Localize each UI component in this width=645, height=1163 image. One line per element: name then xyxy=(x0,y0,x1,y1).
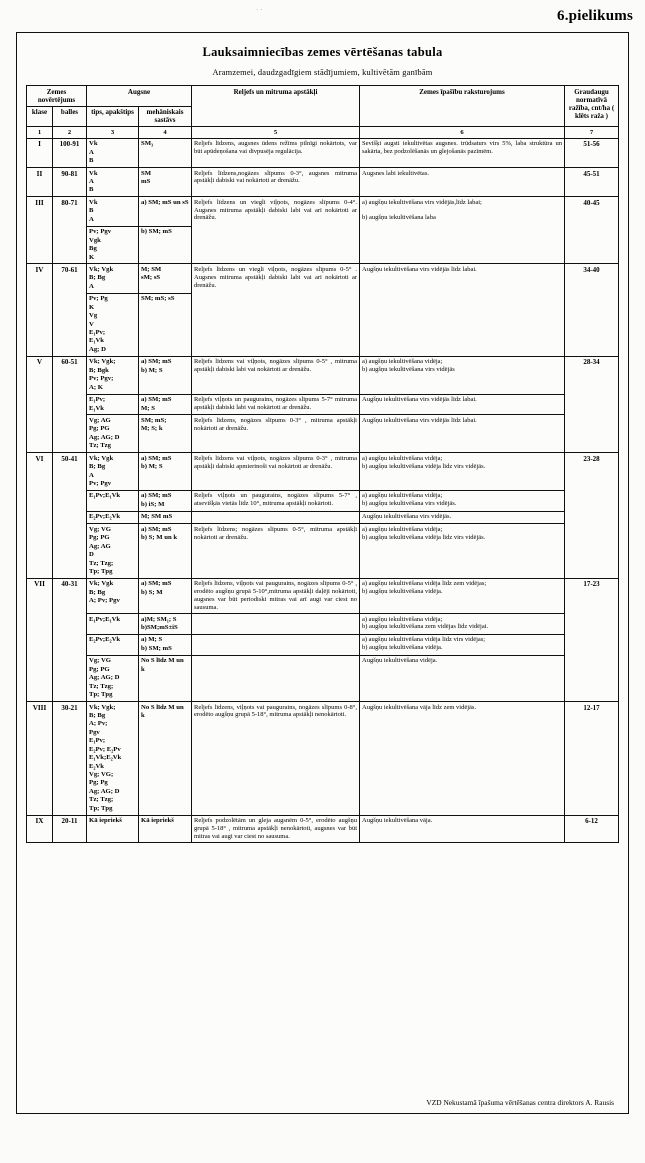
cell-yield: 12-17 xyxy=(565,702,619,816)
cell-class: VIII xyxy=(26,702,52,816)
cell-soil-type: Vk B A xyxy=(87,197,139,226)
cell-soil-type: E₁Pv;E₁Vk xyxy=(87,614,139,635)
cell-soil-mech: a) SM; mS M; S xyxy=(139,394,192,415)
valuation-table xyxy=(26,85,619,843)
table-row xyxy=(26,168,618,197)
table-row xyxy=(26,524,618,579)
cell-relief: Reljefs līdzens, viļņots vai paugurains, nogāzes slīpums 0-5° , erodēto augšņu grupā 5-10°,mitruma apstākļi daļēji nokārtoti, augsnes var būt periodiski mitras vai arī augi var ciest no sausuma. xyxy=(192,578,360,613)
cell-soil-mech: SM₃ xyxy=(139,138,192,167)
table-row xyxy=(26,614,618,635)
table-row xyxy=(26,356,618,394)
table-row xyxy=(26,264,618,293)
cell-soil-type: E₁Pv;E₁Vk xyxy=(87,490,139,511)
cell-balles: 70-61 xyxy=(52,264,86,356)
cell-relief: Reljefs līdzens, viļņots vai paugurains, nogāzes slīpums 0-8°, erodēto augšņu grupā 5-18°, mitruma apstākļi nenokārtoti. xyxy=(192,702,360,816)
cell-yield: 28-34 xyxy=(565,356,619,452)
cell-balles: 30-21 xyxy=(52,702,86,816)
table-row xyxy=(26,197,618,226)
table-row xyxy=(26,511,618,523)
cell-soil-type: Vg; AG Pg; PG Ag; AG; D Tz; Tzg xyxy=(87,415,139,453)
cell-relief: Reljefs līdzens vai viļņots, nogāzes slīpums 0-5° , mitruma apstākļi dabiski labi vai nokārtoti ar drenāžu. xyxy=(192,356,360,394)
colnum-3: 3 xyxy=(87,127,139,139)
cell-soil-type: E₂Pv;E₂Vk xyxy=(87,634,139,655)
cell-relief: Reljefs līdzens, nogāzes slīpums 0-3° , mitruma apstākļi nokārtoti ar drenāžu. xyxy=(192,415,360,453)
cell-soil-type: Vk A B xyxy=(87,168,139,197)
cell-yield: 34-40 xyxy=(565,264,619,356)
cell-soil-mech: M; SM sM; sS xyxy=(139,264,192,293)
cell-class: III xyxy=(26,197,52,264)
column-number-row xyxy=(26,127,618,139)
table-row xyxy=(26,655,618,701)
title-block xyxy=(17,33,628,77)
cell-soil-mech: SM mS xyxy=(139,168,192,197)
cell-soil-mech: a) SM; mS b) S; M xyxy=(139,578,192,613)
cell-properties: Augšņu iekultivēšana vāja līdz zem vidējās. xyxy=(360,702,565,816)
colnum-4: 4 xyxy=(139,127,192,139)
cell-soil-type: Vk; Vgk B; Bg A; Pv; Pgv xyxy=(87,578,139,613)
cell-class: V xyxy=(26,356,52,452)
cell-properties: Augšņu iekultivēšana virs vidējās līdz labai. xyxy=(360,264,565,356)
appendix-label: 6.pielikums xyxy=(557,8,633,24)
cell-soil-mech: a) SM; mS b) S; M un k xyxy=(139,524,192,579)
cell-balles: 80-71 xyxy=(52,197,86,264)
cell-relief xyxy=(192,614,360,635)
table-row xyxy=(26,578,618,613)
cell-soil-type: Kā iepriekš xyxy=(87,815,139,842)
table-row xyxy=(26,815,618,842)
cell-relief: Reljefs līdzens un viegli viļņots, nogāzes slīpums 0-5° . Augsnes mitruma apstākļi dabiski labi vai arī nokārtoti ar drenāžu. xyxy=(192,264,360,356)
cell-soil-type: Vk; Vgk B; Bg A xyxy=(87,264,139,293)
cell-class: VII xyxy=(26,578,52,701)
cell-properties: a) augšņu iekultivēšana virs vidējās,līdz labai; b) augšņu iekultivēšana laba xyxy=(360,197,565,264)
colnum-6: 6 xyxy=(360,127,565,139)
header-yield: Graudaugu normatīvā ražība, cnt/ha ( klēts raža ) xyxy=(565,86,619,127)
table-body xyxy=(26,138,618,842)
colnum-2: 2 xyxy=(52,127,86,139)
cell-soil-mech: a) SM; mS un sS xyxy=(139,197,192,226)
header-land-group: Zemes novērtējums xyxy=(26,86,86,107)
cell-soil-type: Pv; Pgv Vgk Bg K xyxy=(87,226,139,264)
table-row xyxy=(26,490,618,511)
cell-soil-mech: a)M; SM₁; S b)SM;mS±iS xyxy=(139,614,192,635)
table-row xyxy=(26,394,618,415)
colnum-7: 7 xyxy=(565,127,619,139)
cell-relief: Reljefs līdzens un viegli viļņots, nogāzes slīpums 0-4°. Augsnes mitruma apstākļi dabiski labi vai arī nokārtoti ar drenāžu. xyxy=(192,197,360,264)
cell-balles: 40-31 xyxy=(52,578,86,701)
table-row xyxy=(26,634,618,655)
cell-soil-mech: a) SM; mS b) M; S xyxy=(139,453,192,491)
cell-balles: 20-11 xyxy=(52,815,86,842)
cell-yield: 51-56 xyxy=(565,138,619,167)
header-soil-mech: mehāniskais sastāvs xyxy=(139,106,192,127)
cell-class: II xyxy=(26,168,52,197)
cell-properties: Augšņu iekultivēšana virs vidējās. xyxy=(360,511,565,523)
cell-properties: a) augšņu iekultivēšana vidēja līdz zem vidējas; b) augšņu iekultivēšana vidēja. xyxy=(360,578,565,613)
cell-relief xyxy=(192,634,360,655)
table-row xyxy=(26,453,618,491)
cell-properties: Augšņu iekultivēšana vidēja. xyxy=(360,655,565,701)
header-class: klase xyxy=(26,106,52,127)
cell-relief: Reljefs podzolētām un gleja augsnēm 0-5°, erodēto augšņu grupā 5-18° , mitruma apstākļi nenokārtoti, augsnes var būt mitras vai augi var ciest no sausuma. xyxy=(192,815,360,842)
cell-balles: 60-51 xyxy=(52,356,86,452)
scan-artifact: · · xyxy=(256,6,263,14)
cell-balles: 50-41 xyxy=(52,453,86,579)
cell-properties: Augšņu iekultivēšana virs vidējās līdz labai. xyxy=(360,394,565,415)
cell-relief: Reljefs līdzens; nogāzes slīpums 0-5°, mitruma apstākļi nokārtoti ar drenāžu. xyxy=(192,524,360,579)
cell-properties: Augsnes labi iekultivētas. xyxy=(360,168,565,197)
cell-soil-type: Vk A B xyxy=(87,138,139,167)
cell-properties: a) augšņu iekultivēšana vidēja; b) augšņu iekultivēšana vidēja līdz virs vidējās. xyxy=(360,453,565,491)
cell-soil-mech: a) M; S b) SM; mS xyxy=(139,634,192,655)
cell-balles: 90-81 xyxy=(52,168,86,197)
cell-properties: a) augšņu iekultivēšana vidēja; b) augšņu iekultivēšana virs vidējās xyxy=(360,356,565,394)
header-soil-group: Augsne xyxy=(87,86,192,107)
cell-soil-mech: a) SM; mS b) M; S xyxy=(139,356,192,394)
cell-soil-type: Pv; Pg K Vg V E₁Pv; E₁Vk Ag; D xyxy=(87,293,139,356)
cell-soil-type: Vk; Vgk; B; Bgk Pv; Pgv; A; K xyxy=(87,356,139,394)
cell-soil-type: Vg; VG Pg; PG Ag; AG D Tz; Tzg; Tp; Tpg xyxy=(87,524,139,579)
cell-properties: Augšņu iekultivēšana virs vidējās līdz labai. xyxy=(360,415,565,453)
cell-soil-mech: No S līdz M un k xyxy=(139,702,192,816)
table-head xyxy=(26,86,618,139)
cell-class: VI xyxy=(26,453,52,579)
cell-relief: Reljefs viļņots un paugurains, nogāzes slīpums 5-7° , atsevišķās vietās līdz 10°, mitruma apstākļi nokārtoti. xyxy=(192,490,360,511)
table-row xyxy=(26,138,618,167)
cell-class: I xyxy=(26,138,52,167)
cell-soil-mech: a) SM; mS b) iS; M xyxy=(139,490,192,511)
cell-yield: 40-45 xyxy=(565,197,619,264)
cell-soil-mech: Kā iepriekš xyxy=(139,815,192,842)
table-frame xyxy=(16,32,629,1114)
header-relief-label: Reljefs un mitruma apstākļi xyxy=(233,87,318,96)
cell-relief: Reljefs līdzens, augsnes ūdens režīms pilnīgi nokārtots, var būt apūdeņošana vai divpusēja regulācija. xyxy=(192,138,360,167)
cell-soil-type: E₂Pv;E₂Vk xyxy=(87,511,139,523)
cell-class: IX xyxy=(26,815,52,842)
cell-yield: 17-23 xyxy=(565,578,619,701)
cell-relief: Reljefs viļņots un paugurains, nogāzes slīpums 5-7° mitruma apstākļi dabiski labi vai nokārtoti ar drenāžu. xyxy=(192,394,360,415)
cell-soil-type: E₁Pv; E₁Vk xyxy=(87,394,139,415)
page-subtitle: Aramzemei, daudzgadīgiem stādījumiem, kultivētām ganībām xyxy=(212,68,433,77)
cell-yield: 23-28 xyxy=(565,453,619,579)
cell-relief: Reljefs līdzens,nogāzes slīpums 0-3°, augsnes mitruma apstākļi dabiski vai nokārtoti ar drenāžu. xyxy=(192,168,360,197)
cell-properties: a) augšņu iekultivēšana vidēja; b) augšņu iekultivēšana zem vidējas līdz vidējai. xyxy=(360,614,565,635)
cell-soil-mech: SM; mS; sS xyxy=(139,293,192,356)
footer-signature: VZD Nekustamā īpašuma vērtēšanas centra direktors A. Rausis xyxy=(426,1098,614,1107)
cell-relief xyxy=(192,655,360,701)
cell-soil-type: Vk; Vgk; B; Bg A; Pv; Pgv E₁Pv; E₂Pv; E₂Pv E₁Vk;E₂Vk E₂Vk Vg; VG; Pg; Pg Ag; AG; D Tz; Tzg; Tp; Tpg xyxy=(87,702,139,816)
cell-properties: a) augšņu iekultivēšana vidēja; b) augšņu iekultivēšana virs vidējās. xyxy=(360,490,565,511)
cell-yield: 45-51 xyxy=(565,168,619,197)
cell-soil-type: Vg; VG Pg; PG Ag; AG; D Tz; Tzg; Tp; Tpg xyxy=(87,655,139,701)
colnum-1: 1 xyxy=(26,127,52,139)
header-props: Zemes īpašību raksturojums xyxy=(360,86,565,127)
cell-balles: 100-91 xyxy=(52,138,86,167)
header-soil-type: tips, apakštips xyxy=(87,106,139,127)
cell-yield: 6-12 xyxy=(565,815,619,842)
cell-relief: Reljefs līdzens vai viļņots, nogāzes slīpums 0-3° , mitruma apstākļi dabiski apmierinoši vai nokārtoti ar drenāžu. xyxy=(192,453,360,491)
cell-relief xyxy=(192,511,360,523)
cell-soil-mech: b) SM; mS xyxy=(139,226,192,264)
cell-properties: a) augšņu iekultivēšana vidēja līdz virs vidējas; b) augšņu iekultivēšana vidēja. xyxy=(360,634,565,655)
cell-soil-mech: M; SM mS xyxy=(139,511,192,523)
cell-class: IV xyxy=(26,264,52,356)
table-row xyxy=(26,702,618,816)
cell-properties: Sevišķi augsti iekultivētas augsnes. trūdsaturs virs 5%, laba struktūra un sakārta, bez podzolēšanās un glejošanās pazīmēm. xyxy=(360,138,565,167)
header-relief xyxy=(192,86,360,127)
cell-properties: a) augšņu iekultivēšana vidēja; b) augšņu iekultivēšana vidēja līdz virs vidējās. xyxy=(360,524,565,579)
table-row xyxy=(26,415,618,453)
header-balles: balles xyxy=(52,106,86,127)
colnum-5: 5 xyxy=(192,127,360,139)
cell-soil-mech: No S līdz M un k xyxy=(139,655,192,701)
page-title: Lauksaimniecības zemes vērtēšanas tabula xyxy=(202,45,443,59)
cell-properties: Augšņu iekultivēšana vāja. xyxy=(360,815,565,842)
cell-soil-type: Vk; Vgk B; Bg A Pv; Pgv xyxy=(87,453,139,491)
cell-soil-mech: SM; mS; M; S; k xyxy=(139,415,192,453)
